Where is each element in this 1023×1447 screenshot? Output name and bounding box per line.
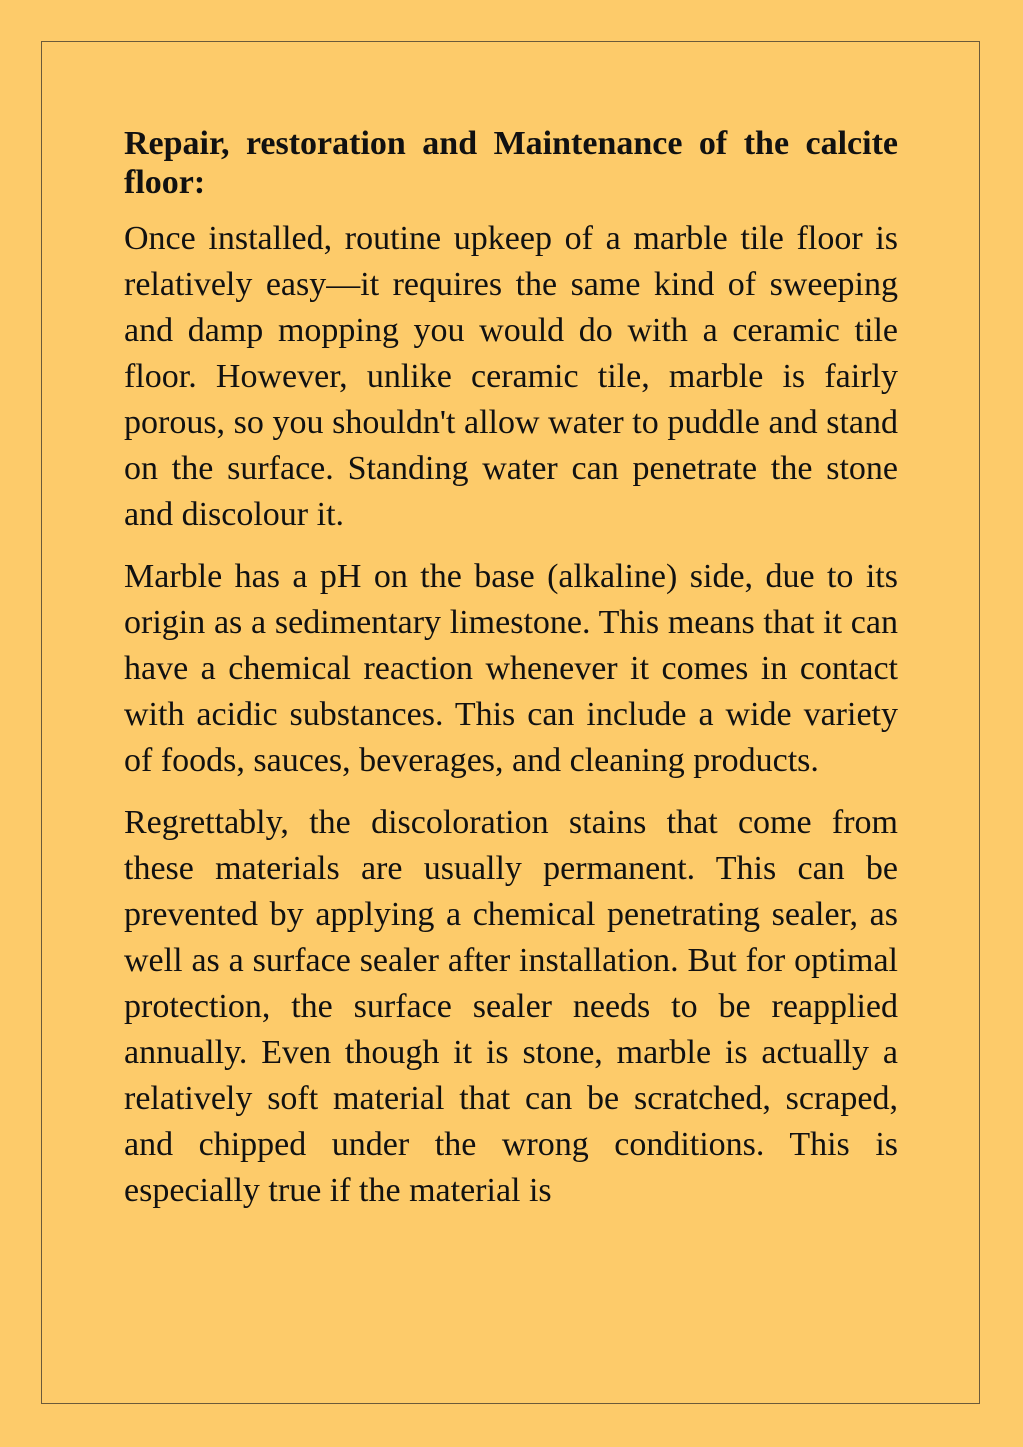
- document-body: [124, 124, 898, 1214]
- paragraph-maintenance: Once installed, routine upkeep of a marble tile floor is relatively easy—it requires the same kind of sweeping and damp mopping you would do with a ceramic tile floor. However, unlike ceramic tile, marble is fairly porous, so you shouldn't allow water to puddle and stand on the surface. Standing water can penetrate the stone and discolour it.: [124, 220, 898, 533]
- section-heading: Repair, restoration and Maintenance of the calcite floor:: [124, 125, 898, 201]
- paragraph-ph: Marble has a pH on the base (alkaline) side, due to its origin as a sedimentary limestone. This means that it can have a chemical reaction whenever it comes in contact with acidic substances. This can include a wide variety of foods, sauces, beverages, and cleaning products.: [124, 558, 898, 779]
- paragraph-stains: Regrettably, the discoloration stains that come from these materials are usually permanent. This can be prevented by applying a chemical penetrating sealer, as well as a surface sealer after installation. But for optimal protection, the surface sealer needs to be reapplied annually. Even though it is stone, marble is actually a relatively soft material that can be scratched, scraped, and chipped under the wrong conditions. This is especially true if the material is: [124, 804, 898, 1209]
